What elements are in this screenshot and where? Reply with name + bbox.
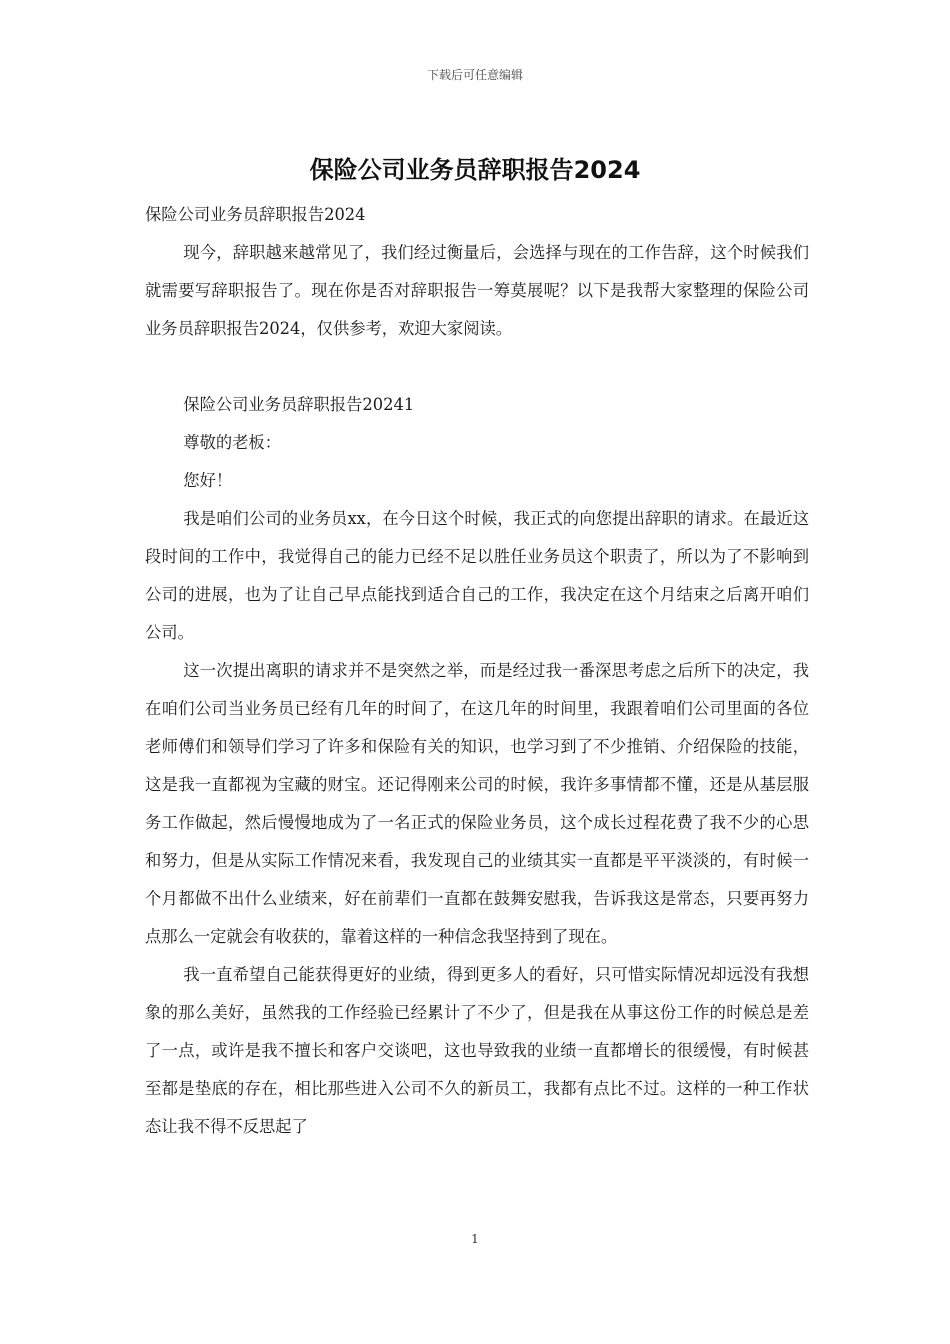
body-paragraph-1: 我是咱们公司的业务员xx，在今日这个时候，我正式的向您提出辞职的请求。在最近这段时间的工作中，我觉得自己的能力已经不足以胜任业务员这个职责了，所以为了不影响到公司的进展，也为了让自己早点能找到适合自己的工作，我决定在这个月结束之后离开咱们公司。 — [145, 509, 809, 642]
salutation: 尊敬的老板： — [183, 433, 281, 452]
intro-paragraph: 现今，辞职越来越常见了，我们经过衡量后，会选择与现在的工作告辞，这个时候我们就需要写辞职报告了。现在你是否对辞职报告一筹莫展呢？以下是我帮大家整理的保险公司业务员辞职报告2024，仅供参考，欢迎大家阅读。 — [145, 243, 809, 338]
document-body — [145, 196, 809, 1146]
paragraph-spacer — [145, 348, 809, 386]
document-subtitle: 保险公司业务员辞职报告2024 — [145, 205, 366, 224]
section-title: 保险公司业务员辞职报告20241 — [183, 395, 415, 414]
body-paragraph-2: 这一次提出离职的请求并不是突然之举，而是经过我一番深思考虑之后所下的决定，我在咱们公司当业务员已经有几年的时间了，在这几年的时间里，我跟着咱们公司里面的各位老师傅们和领导们学习了许多和保险有关的知识，也学习到了不少推销、介绍保险的技能，这是我一直都视为宝藏的财宝。还记得刚来公司的时候，我许多事情都不懂，还是从基层服务工作做起，然后慢慢地成为了一名正式的保险业务员，这个成长过程花费了我不少的心思和努力，但是从实际工作情况来看，我发现自己的业绩其实一直都是平平淡淡的，有时候一个月都做不出什么业绩来，好在前辈们一直都在鼓舞安慰我，告诉我这是常态，只要再努力点那么一定就会有收获的，靠着这样的一种信念我坚持到了现在。 — [145, 661, 809, 946]
page-number: 1 — [471, 1232, 479, 1246]
page-header-note: 下载后可任意编辑 — [426, 68, 523, 82]
greeting: 您好！ — [183, 471, 233, 490]
body-paragraph-3: 我一直希望自己能获得更好的业绩，得到更多人的看好，只可惜实际情况却远没有我想象的那么美好，虽然我的工作经验已经累计了不少了，但是我在从事这份工作的时候总是差了一点，或许是我不擅长和客户交谈吧，这也导致我的业绩一直都增长的很缓慢，有时候甚至都是垫底的存在，相比那些进入公司不久的新员工，我都有点比不过。这样的一种工作状态让我不得不反思起了 — [145, 965, 809, 1136]
document-title: 保险公司业务员辞职报告2024 — [309, 156, 641, 184]
